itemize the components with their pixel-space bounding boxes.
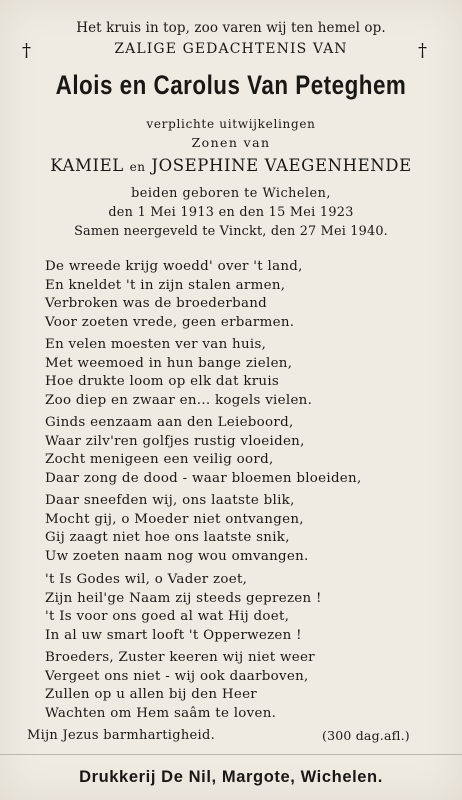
poem-stanza [45, 649, 445, 723]
poem-line: Waar zilv'ren golfjes rustig vloeiden, [45, 433, 305, 449]
poem-line: In al uw smart looft 't Opperwezen ! [45, 627, 302, 643]
poem-line: Zocht menigeen een veilig oord, [45, 452, 274, 467]
poem-stanza [45, 414, 445, 488]
poem-line: Hoe drukte loom op elk dat kruis [45, 374, 280, 389]
prayer-text: Mijn Jezus barmhartigheid. [27, 728, 216, 743]
poem-line: Voor zoeten vrede, geen erbarmen. [45, 314, 295, 330]
status-line: verplichte uitwijkelingen [146, 117, 316, 131]
mother-name: JOSEPHINE VAEGENHENDE [151, 156, 412, 175]
poem-line: Gij zaagt niet hoe ons laatste snik, [45, 530, 290, 545]
poem-line: Ginds eenzaam aan den Leieboord, [45, 415, 294, 430]
poem-stanza [45, 492, 445, 566]
born-line: beiden geboren te Wichelen, [131, 186, 331, 201]
cross-icon-right: † [418, 40, 427, 61]
poem-line: Zijn heil'ge Naam zij steeds geprezen ! [45, 590, 322, 606]
father-name: KAMIEL [50, 156, 124, 175]
poem-line: Broeders, Zuster keeren wij niet weer [45, 650, 315, 665]
poem-stanza [45, 571, 445, 645]
poem-line: En velen moesten ver van huis, [45, 337, 267, 352]
death-line: Samen neergeveld te Vinckt, den 27 Mei 1940. [74, 224, 388, 239]
heading: ZALIGE GEDACHTENIS VAN [114, 41, 348, 57]
and-word: en [129, 160, 146, 174]
dates-line: den 1 Mei 1913 en den 15 Mei 1923 [108, 205, 354, 220]
poem-line: Met weemoed in hun bange zielen, [45, 355, 293, 371]
printer-imprint: Drukkerij De Nil, Margote, Wichelen. [79, 768, 383, 786]
indulgence-note: (300 dag.afl.) [322, 728, 410, 743]
poem-line: De wreede krijg woedd' over 't land, [45, 259, 303, 274]
poem-line: Uw zoeten naam nog wou omvangen. [45, 548, 309, 564]
poem-line: Wachten om Hem saâm te loven. [45, 705, 277, 721]
cross-icon-left: † [22, 40, 31, 61]
sons-of-line: Zonen van [191, 135, 271, 150]
poem-line: Zullen op u allen bij den Heer [45, 687, 257, 702]
divider [0, 754, 462, 755]
poem-line: 't Is voor ons goed al wat Hij doet, [45, 609, 290, 624]
poem-stanza [45, 258, 445, 332]
poem-line: Mocht gij, o Moeder niet ontvangen, [45, 511, 304, 527]
parents-line [0, 156, 462, 175]
poem-line: Daar sneefden wij, ons laatste blik, [45, 493, 295, 508]
motto: Het kruis in top, zoo varen wij ten hemel op. [76, 20, 386, 36]
poem-line: Verbroken was de broederband [45, 296, 268, 311]
poem-line: Vergeet ons niet - wij ook daarboven, [45, 668, 309, 684]
poem-line: 't Is Godes wil, o Vader zoet, [45, 572, 248, 587]
poem-line: Zoo diep en zwaar en... kogels vielen. [45, 392, 313, 408]
poem-line: Daar zong de dood - waar bloemen bloeiden, [45, 470, 362, 486]
poem-stanza [45, 336, 445, 410]
deceased-names: Alois en Carolus Van Peteghem [55, 70, 407, 100]
poem-line: En kneldet 't in zijn stalen armen, [45, 277, 286, 293]
